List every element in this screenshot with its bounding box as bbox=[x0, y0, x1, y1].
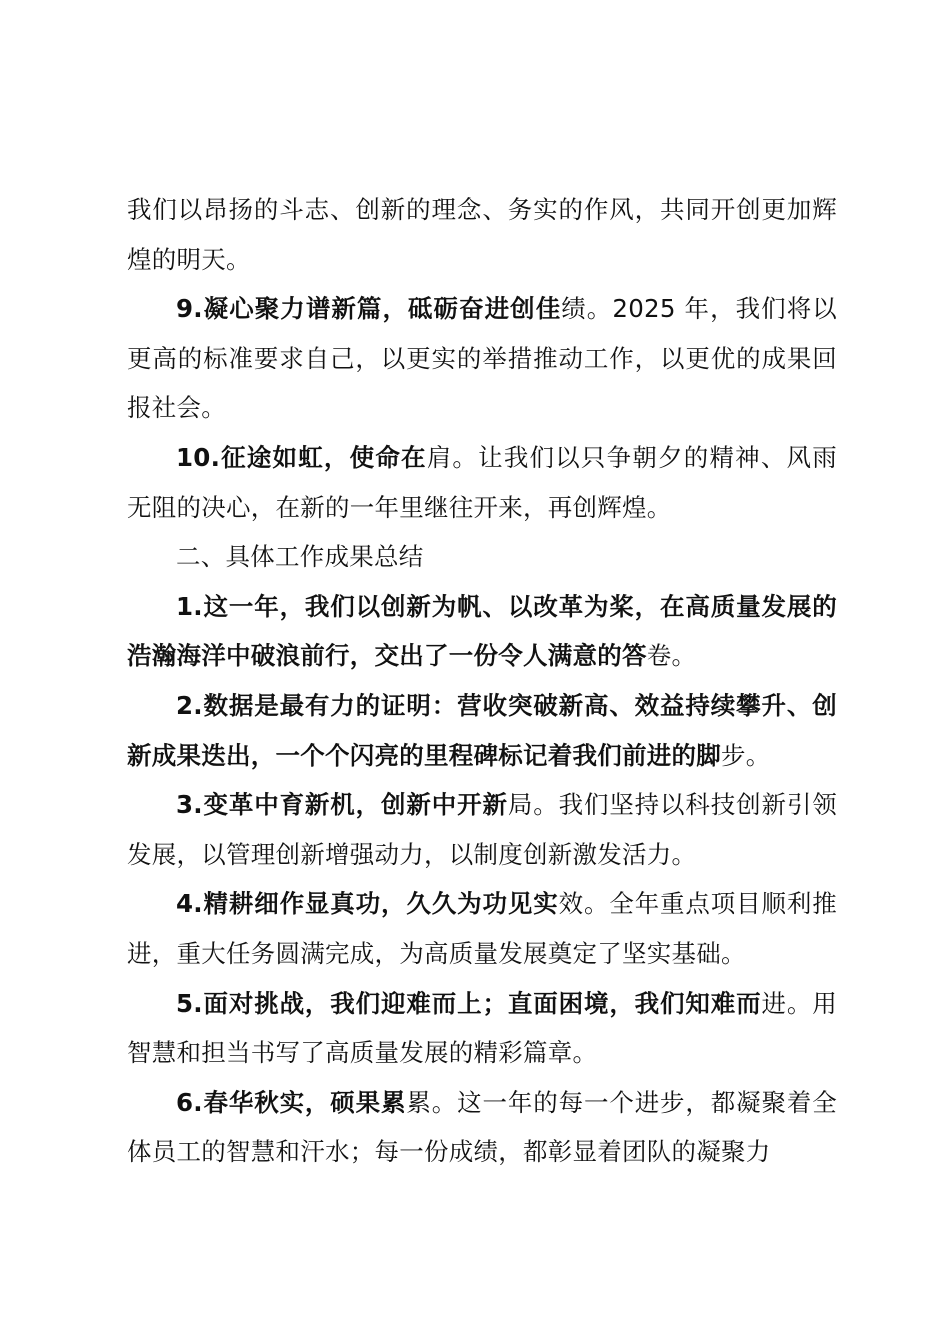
paragraph-text: 肩。让我们以只争朝夕的精神、风雨无阻的决心，在新的一年里继往开来，再创辉煌。 bbox=[127, 442, 837, 522]
paragraph-text: 步。 bbox=[721, 740, 771, 770]
paragraph-continuation bbox=[127, 185, 837, 284]
paragraph-item-10 bbox=[127, 433, 837, 532]
paragraph-lead: 4.精耕细作显真功，久久为功见实 bbox=[176, 889, 559, 919]
paragraph-lead: 5.面对挑战，我们迎难而上；直面困境，我们知难而 bbox=[176, 988, 762, 1018]
paragraph-item-9 bbox=[127, 284, 837, 433]
section-heading-text: 二、具体工作成果总结 bbox=[176, 542, 424, 572]
paragraph-text: 局。我们坚持以科技创新引领发展，以管理创新增强动力，以制度创新激发活力。 bbox=[127, 790, 837, 869]
paragraph-lead: 2.数据是最有力的证明：营收突破新高、效益持续攀升、创新成果迭出，一个个闪亮的里程碑标记着我们前进的脚 bbox=[127, 690, 837, 770]
paragraph-text: 我们以昂扬的斗志、创新的理念、务实的作风，共同开创更加辉煌的明天。 bbox=[127, 195, 837, 274]
paragraph-lead: 6.春华秋实，硕果累 bbox=[176, 1087, 407, 1117]
paragraph-item-3 bbox=[127, 780, 837, 879]
paragraph-text: 绩。2025 年，我们将以更高的标准要求自己，以更实的举措推动工作，以更优的成果回报社会。 bbox=[127, 294, 838, 423]
paragraph-item-4 bbox=[127, 879, 837, 978]
paragraph-text: 进。用智慧和担当书写了高质量发展的精彩篇章。 bbox=[127, 988, 837, 1068]
paragraph-text: 卷。 bbox=[646, 641, 697, 671]
paragraph-lead: 3.变革中育新机，创新中开新 bbox=[176, 790, 508, 820]
paragraph-item-5 bbox=[127, 979, 837, 1078]
paragraph-lead: 1.这一年，我们以创新为帆、以改革为桨，在高质量发展的浩瀚海洋中破浪前行，交出了一份令人满意的答 bbox=[127, 591, 837, 671]
paragraph-item-6 bbox=[127, 1078, 837, 1177]
paragraph-lead: 9.凝心聚力谱新篇，砥砺奋进创佳 bbox=[176, 294, 562, 324]
document-page bbox=[127, 185, 837, 1177]
paragraph-item-1 bbox=[127, 582, 837, 681]
paragraph-lead: 10.征途如虹，使命在 bbox=[176, 442, 427, 472]
paragraph-text: 累。这一年的每一个进步，都凝聚着全体员工的智慧和汗水；每一份成绩，都彰显着团队的凝聚力 bbox=[127, 1087, 838, 1167]
section-heading bbox=[127, 532, 837, 582]
paragraph-item-2 bbox=[127, 681, 837, 780]
paragraph-text: 效。全年重点项目顺利推进，重大任务圆满完成，为高质量发展奠定了坚实基础。 bbox=[127, 889, 837, 968]
